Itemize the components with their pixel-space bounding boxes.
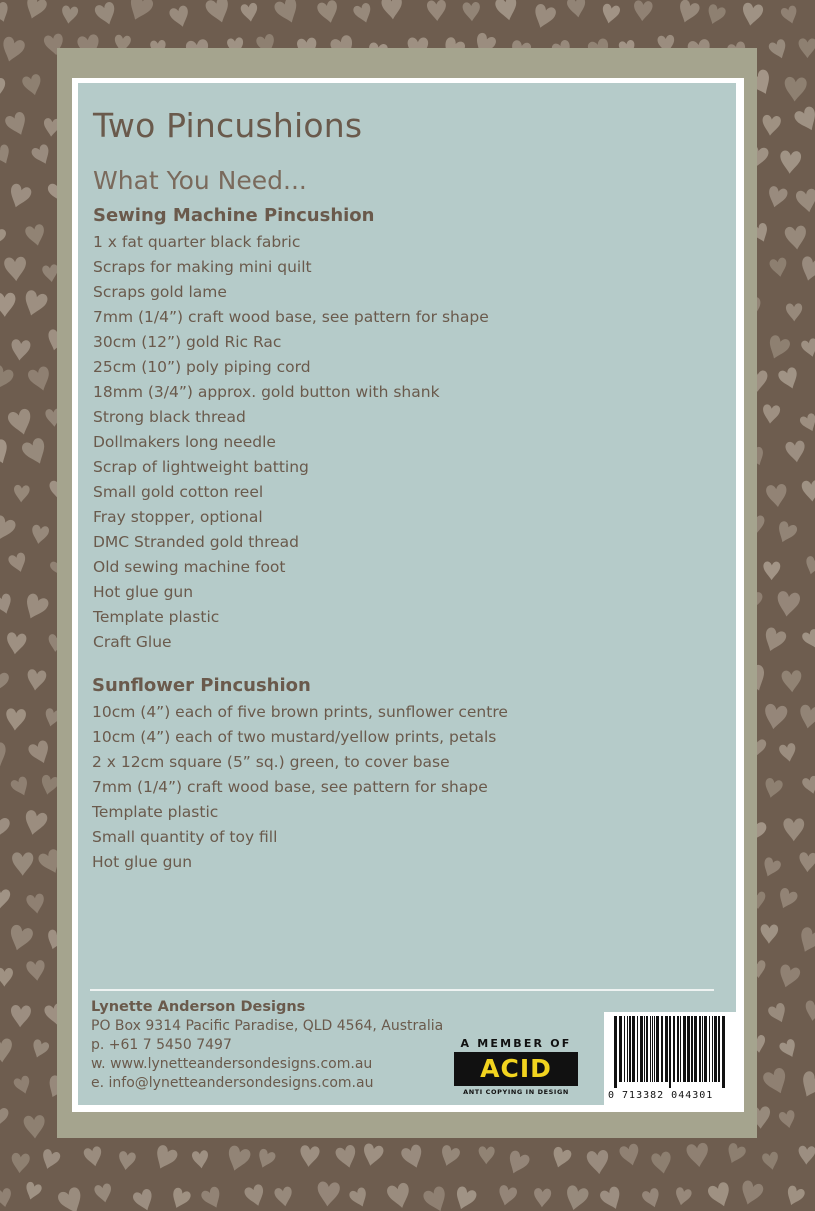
heart-icon	[4, 256, 27, 281]
acid-member-badge	[452, 1037, 580, 1099]
heart-icon	[786, 303, 803, 321]
heart-icon	[793, 105, 815, 134]
heart-icon	[785, 440, 806, 463]
barcode-bar	[699, 1016, 701, 1082]
heart-icon	[13, 485, 30, 503]
heart-icon	[22, 0, 48, 22]
material-item: 1 x fat quarter black fabric	[93, 233, 301, 251]
heart-icon	[10, 1005, 31, 1028]
heart-icon	[26, 960, 47, 982]
heart-icon	[243, 1183, 267, 1208]
heart-icon	[775, 591, 800, 618]
heart-icon	[427, 0, 447, 22]
heart-icon	[760, 924, 778, 944]
heart-icon	[24, 223, 47, 247]
acid-logo-text: ACID	[480, 1054, 552, 1083]
heart-icon	[0, 78, 6, 100]
material-item: Strong black thread	[93, 408, 246, 426]
sunflower-section-heading: Sunflower Pincushion	[92, 675, 311, 696]
material-item: Fray stopper, optional	[93, 508, 263, 526]
heart-icon	[760, 856, 782, 879]
heart-icon	[452, 1185, 478, 1211]
heart-icon	[780, 5, 800, 26]
heart-icon	[801, 628, 815, 651]
heart-icon	[0, 813, 11, 842]
material-item: Scrap of lightweight batting	[93, 458, 309, 476]
heart-icon	[778, 743, 797, 764]
heart-icon	[600, 3, 621, 25]
heart-icon	[132, 1188, 156, 1211]
heart-icon	[762, 777, 783, 800]
heart-icon	[494, 0, 519, 22]
heart-icon	[299, 1145, 320, 1168]
heart-icon	[6, 924, 34, 954]
heart-icon	[618, 1143, 642, 1168]
heart-icon	[784, 225, 807, 250]
acid-member-text: A MEMBER OF	[460, 1037, 572, 1050]
material-item: Small quantity of toy fill	[92, 828, 278, 846]
barcode-bar	[683, 1016, 686, 1082]
barcode-bar	[654, 1016, 655, 1082]
acid-logo	[454, 1052, 578, 1086]
heart-icon	[30, 524, 50, 545]
barcode-bar	[665, 1016, 668, 1082]
heart-icon	[0, 363, 15, 393]
heart-icon	[255, 1148, 277, 1171]
heart-icon	[27, 739, 53, 766]
material-item: Hot glue gun	[93, 583, 194, 601]
heart-icon	[651, 1151, 674, 1175]
heart-icon	[798, 38, 815, 58]
heart-icon	[204, 0, 233, 26]
heart-icon	[39, 1148, 61, 1172]
heart-icon	[94, 1183, 114, 1204]
barcode	[604, 1012, 736, 1108]
heart-icon	[774, 520, 799, 546]
barcode-bar	[669, 1016, 671, 1088]
heart-icon	[10, 339, 31, 362]
heart-icon	[740, 2, 764, 27]
heart-icon	[803, 1000, 815, 1022]
material-item: Small gold cotton reel	[93, 483, 264, 501]
heart-icon	[530, 3, 557, 31]
heart-icon	[0, 514, 17, 545]
heart-icon	[478, 1146, 495, 1164]
heart-icon	[673, 1187, 692, 1207]
heart-icon	[784, 77, 807, 103]
heart-icon	[777, 366, 801, 391]
barcode-bar	[691, 1016, 693, 1082]
heart-icon	[767, 1002, 790, 1026]
heart-icon	[125, 0, 155, 24]
heart-icon	[795, 926, 815, 956]
barcode-bar	[629, 1016, 631, 1082]
heart-icon	[352, 2, 374, 25]
heart-icon	[798, 852, 815, 873]
barcode-bar	[652, 1016, 653, 1082]
heart-icon	[462, 2, 480, 22]
heart-icon	[797, 704, 815, 730]
heart-icon	[5, 632, 27, 655]
heart-icon	[7, 552, 29, 575]
barcode-bar	[702, 1016, 703, 1082]
postal-address: PO Box 9314 Pacific Paradise, QLD 4564, Australia	[91, 1018, 444, 1034]
sewing-machine-section-heading: Sewing Machine Pincushion	[93, 205, 375, 226]
what-you-need-heading: What You Need...	[93, 166, 307, 195]
heart-icon	[422, 1185, 451, 1211]
barcode-bar	[614, 1016, 617, 1088]
heart-icon	[22, 809, 49, 837]
barcode-bar	[627, 1016, 628, 1082]
barcode-bar	[673, 1016, 675, 1082]
heart-icon	[6, 182, 33, 210]
heart-icon	[0, 1038, 13, 1063]
heart-icon	[801, 480, 815, 502]
heart-icon	[224, 1144, 252, 1173]
heart-icon	[795, 188, 815, 214]
heart-icon	[764, 334, 791, 362]
barcode-bar	[632, 1016, 635, 1082]
heart-icon	[117, 1151, 136, 1172]
barcode-bar	[640, 1016, 643, 1082]
material-item: 30cm (12”) gold Ric Rac	[93, 333, 282, 351]
barcode-bar	[718, 1016, 720, 1082]
heart-icon	[26, 669, 47, 692]
acid-tagline: ANTI COPYING IN DESIGN	[463, 1088, 569, 1096]
heart-icon	[21, 592, 51, 623]
heart-icon	[504, 1149, 531, 1177]
heart-icon	[0, 224, 7, 249]
heart-icon	[599, 1185, 625, 1211]
material-item: 2 x 12cm square (5” sq.) green, to cover base	[92, 753, 450, 771]
barcode-bar	[624, 1016, 625, 1082]
heart-icon	[386, 1182, 413, 1211]
heart-icon	[778, 1109, 797, 1129]
sunflower-materials-list	[92, 700, 508, 875]
heart-icon	[4, 111, 31, 139]
heart-icon	[563, 1184, 590, 1211]
material-item: Scraps for making mini quilt	[93, 258, 312, 276]
barcode-bar	[714, 1016, 717, 1082]
phone-number: p. +61 7 5450 7497	[91, 1037, 232, 1053]
heart-icon	[23, 1115, 45, 1139]
heart-icon	[60, 5, 78, 25]
barcode-bar	[661, 1016, 663, 1082]
heart-icon	[438, 1144, 461, 1169]
heart-icon	[633, 0, 653, 22]
barcode-bar	[637, 1016, 638, 1082]
heart-icon	[765, 185, 788, 210]
heart-icon	[0, 593, 15, 617]
material-item: Template plastic	[93, 608, 220, 626]
barcode-bar	[712, 1016, 713, 1082]
heart-icon	[0, 36, 26, 65]
heart-icon	[30, 143, 53, 167]
barcode-bar	[646, 1016, 648, 1082]
heart-icon	[704, 3, 727, 27]
heart-icon	[0, 293, 16, 317]
heart-icon	[761, 114, 782, 136]
company-name: Lynette Anderson Designs	[91, 999, 306, 1015]
barcode-bar	[656, 1016, 659, 1082]
barcode-bar	[709, 1016, 710, 1082]
heart-icon	[766, 484, 789, 508]
heart-icon	[10, 1152, 30, 1173]
heart-icon	[801, 775, 815, 796]
heart-icon	[334, 1144, 359, 1170]
heart-icon	[586, 1149, 610, 1175]
heart-icon	[781, 670, 802, 693]
page-title: Two Pincushions	[93, 106, 363, 145]
heart-icon	[23, 1181, 43, 1202]
barcode-bar	[722, 1016, 725, 1088]
heart-icon	[803, 555, 815, 576]
heart-icon	[9, 775, 31, 798]
heart-icon	[738, 1179, 765, 1207]
barcode-bar	[704, 1016, 707, 1082]
material-item: 25cm (10”) poly piping cord	[93, 358, 311, 376]
heart-icon	[675, 0, 701, 25]
heart-icon	[549, 1146, 572, 1170]
heart-icon	[381, 0, 403, 20]
heart-icon	[761, 404, 780, 425]
heart-icon	[151, 1144, 179, 1173]
heart-icon	[783, 818, 804, 841]
heart-icon	[13, 1075, 33, 1096]
heart-icon	[348, 1186, 370, 1209]
heart-icon	[168, 5, 191, 30]
heart-icon	[5, 708, 26, 731]
heart-icon	[533, 1188, 551, 1208]
heart-icon	[27, 365, 54, 393]
heart-icon	[273, 0, 302, 26]
website-link[interactable]: w. www.lynetteandersondesigns.com.au	[91, 1056, 373, 1072]
heart-icon	[686, 1142, 710, 1168]
material-item: Template plastic	[92, 803, 219, 821]
heart-icon	[775, 887, 799, 912]
heart-icon	[94, 1, 119, 27]
heart-icon	[316, 0, 340, 25]
heart-icon	[796, 1070, 815, 1101]
barcode-bar	[619, 1016, 622, 1082]
heart-icon	[29, 1038, 50, 1060]
heart-icon	[798, 1146, 815, 1166]
heart-icon	[496, 1184, 518, 1207]
material-item: 7mm (1/4”) craft wood base, see pattern for shape	[92, 778, 488, 796]
heart-icon	[0, 438, 13, 467]
heart-icon	[762, 1066, 792, 1097]
heart-icon	[168, 1186, 192, 1211]
heart-icon	[783, 1184, 806, 1208]
sewing-machine-materials-list	[93, 230, 489, 655]
heart-icon	[0, 1, 12, 25]
barcode-bar	[680, 1016, 681, 1082]
heart-icon	[7, 408, 35, 438]
barcode-bar	[677, 1016, 679, 1082]
material-item: DMC Stranded gold thread	[93, 533, 300, 551]
heart-icon	[800, 338, 815, 359]
heart-icon	[56, 1186, 86, 1211]
heart-icon	[778, 1038, 799, 1060]
barcode-bar	[650, 1016, 651, 1082]
contact-block	[91, 997, 443, 1093]
heart-icon	[776, 963, 801, 990]
heart-icon	[769, 257, 789, 278]
heart-icon	[240, 2, 259, 22]
material-item: Scraps gold lame	[93, 283, 227, 301]
email-link[interactable]: e. info@lynetteandersondesigns.com.au	[91, 1075, 374, 1091]
heart-icon	[707, 1181, 734, 1210]
heart-icon	[0, 1187, 13, 1208]
heart-icon	[0, 668, 10, 696]
material-item: Craft Glue	[93, 633, 172, 651]
heart-icon	[0, 143, 14, 167]
heart-icon	[0, 968, 13, 987]
material-item: 7mm (1/4”) craft wood base, see pattern for shape	[93, 308, 489, 326]
material-item: 10cm (4”) each of five brown prints, sunflower centre	[92, 703, 508, 721]
barcode-digits: 0 713382 044301	[608, 1090, 714, 1101]
barcode-bar	[694, 1016, 697, 1082]
heart-icon	[768, 38, 790, 61]
heart-icon	[21, 73, 44, 97]
heart-icon	[21, 289, 49, 319]
heart-icon	[779, 150, 801, 174]
barcode-bar	[644, 1016, 645, 1082]
material-item: Old sewing machine foot	[93, 558, 286, 576]
footer-divider	[90, 989, 714, 991]
heart-icon	[316, 1181, 340, 1207]
barcode-bar	[687, 1016, 690, 1082]
heart-icon	[20, 437, 50, 468]
heart-icon	[200, 1185, 225, 1211]
heart-icon	[192, 1150, 210, 1170]
heart-icon	[361, 1143, 385, 1168]
heart-icon	[0, 888, 11, 911]
material-item: Hot glue gun	[92, 853, 193, 871]
material-item: 10cm (4”) each of two mustard/yellow prints, petals	[92, 728, 497, 746]
heart-icon	[566, 0, 587, 19]
heart-icon	[763, 561, 780, 580]
heart-icon	[641, 1187, 663, 1210]
heart-icon	[798, 255, 815, 283]
heart-icon	[12, 852, 33, 875]
heart-icon	[0, 741, 10, 770]
heart-icon	[83, 1146, 104, 1168]
heart-icon	[274, 1186, 294, 1208]
heart-icon	[0, 1105, 9, 1130]
heart-icon	[761, 626, 788, 654]
heart-icon	[400, 1143, 426, 1171]
material-item: 18mm (3/4”) approx. gold button with shank	[93, 383, 440, 401]
heart-icon	[762, 703, 788, 731]
heart-icon	[724, 1142, 748, 1167]
material-item: Dollmakers long needle	[93, 433, 276, 451]
heart-icon	[799, 412, 815, 434]
heart-icon	[761, 1151, 780, 1171]
barcode-bars	[614, 1016, 726, 1088]
heart-icon	[26, 893, 46, 915]
